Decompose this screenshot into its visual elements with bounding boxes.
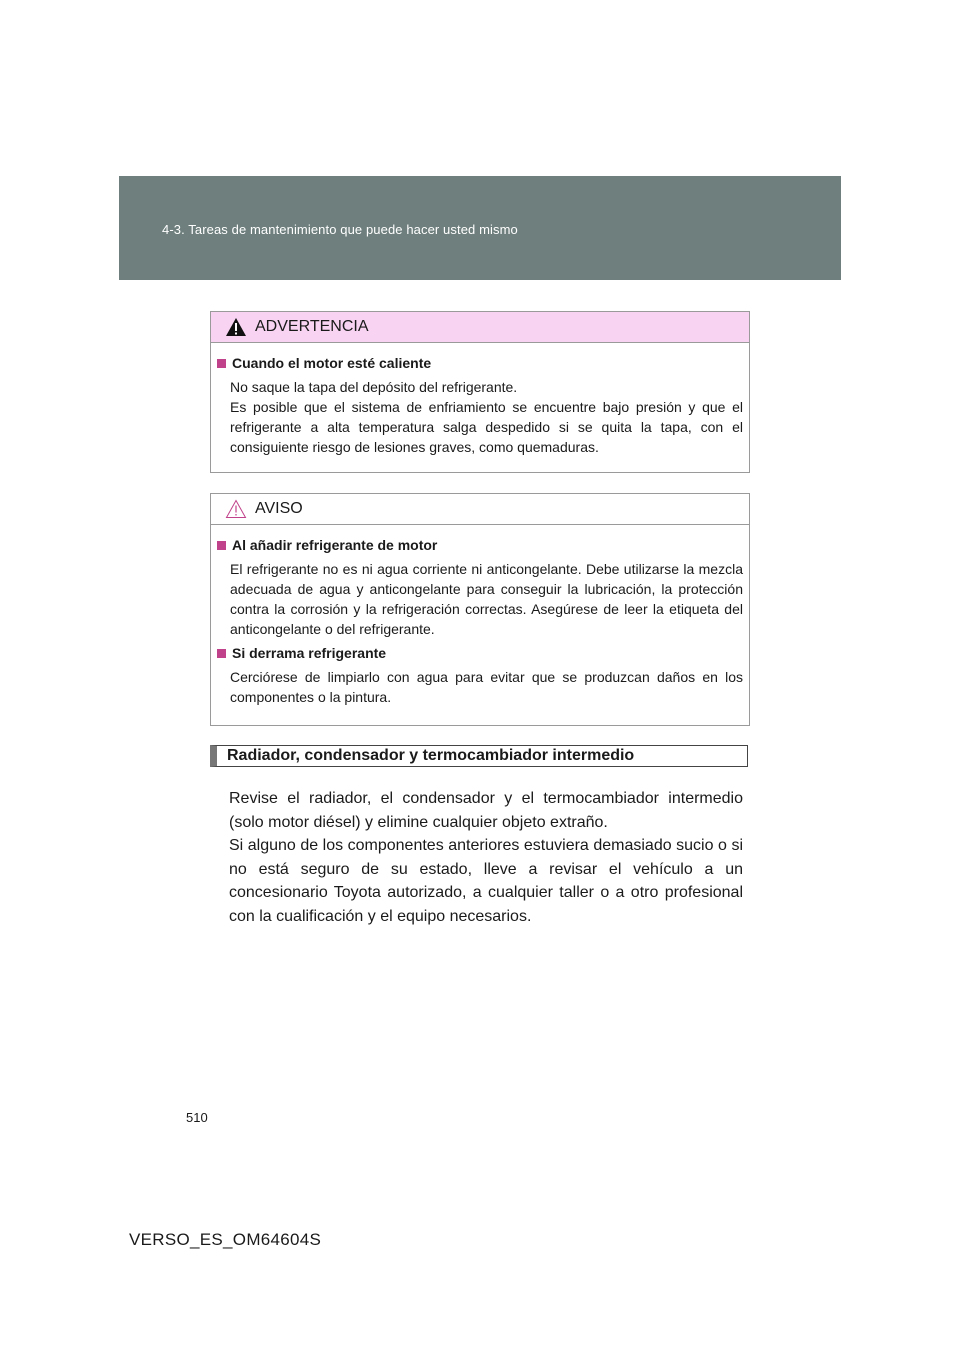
section-heading <box>210 745 748 767</box>
warning-triangle-filled-icon <box>225 317 247 337</box>
warning-item-heading-text: Cuando el motor esté caliente <box>232 355 432 371</box>
square-bullet-icon <box>217 359 226 368</box>
section-title: 4-3. Tareas de mantenimiento que puede hacer usted mismo <box>162 222 518 237</box>
body-paragraph: Si alguno de los componentes anteriores estuviera demasiado sucio o si no está seguro de su estado, lleve a revisar el vehículo a un concesionario Toyota autorizado, a cualquier taller o a otro profesional con la cualificación y el equipo necesarios. <box>229 837 743 925</box>
warning-title-bar <box>211 312 749 343</box>
warning-box <box>210 311 750 473</box>
body-paragraph: Revise el radiador, el condensador y el termocambiador intermedio (solo motor diésel) y elimine cualquier objeto extraño. <box>229 790 743 831</box>
document-code: VERSO_ES_OM64604S <box>129 1230 322 1249</box>
warning-item-text <box>217 377 743 457</box>
section-body <box>229 787 743 928</box>
notice-item-heading-text: Si derrama refrigerante <box>232 645 387 661</box>
page-number: 510 <box>186 1110 208 1125</box>
header-band <box>119 176 841 280</box>
notice-box <box>210 493 750 726</box>
notice-item-text <box>217 667 743 707</box>
warning-paragraph: No saque la tapa del depósito del refrigerante. <box>230 379 518 395</box>
notice-item-heading <box>217 643 743 663</box>
square-bullet-icon <box>217 649 226 658</box>
notice-paragraph: Cerciórese de limpiarlo con agua para evitar que se produzcan daños en los componentes o la pintura. <box>230 669 743 705</box>
section-heading-text: Radiador, condensador y termocambiador intermedio <box>227 747 635 764</box>
notice-item-heading <box>217 535 743 555</box>
notice-title-bar <box>211 494 749 525</box>
warning-paragraph: Es posible que el sistema de enfriamiento se encuentre bajo presión y que el refrigerante a alta temperatura salga despedido si se quita la tapa, con el consiguiente riesgo de lesiones graves, como quemaduras. <box>230 399 743 455</box>
square-bullet-icon <box>217 541 226 550</box>
notice-body <box>211 525 749 723</box>
notice-item-text <box>217 559 743 639</box>
warning-body <box>211 343 749 473</box>
notice-title: AVISO <box>255 500 303 517</box>
notice-paragraph: El refrigerante no es ni agua corriente ni anticongelante. Debe utilizarse la mezcla adecuada de agua y anticongelante para conseguir la lubricación, la protección contra la corrosión y la refrigeración correctas. Asegúrese de leer la etiqueta del anticongelante o del refrigerante. <box>230 561 743 637</box>
warning-item-heading <box>217 353 743 373</box>
warning-triangle-outline-icon <box>225 499 247 519</box>
warning-title: ADVERTENCIA <box>255 318 369 335</box>
notice-item-heading-text: Al añadir refrigerante de motor <box>232 537 438 553</box>
